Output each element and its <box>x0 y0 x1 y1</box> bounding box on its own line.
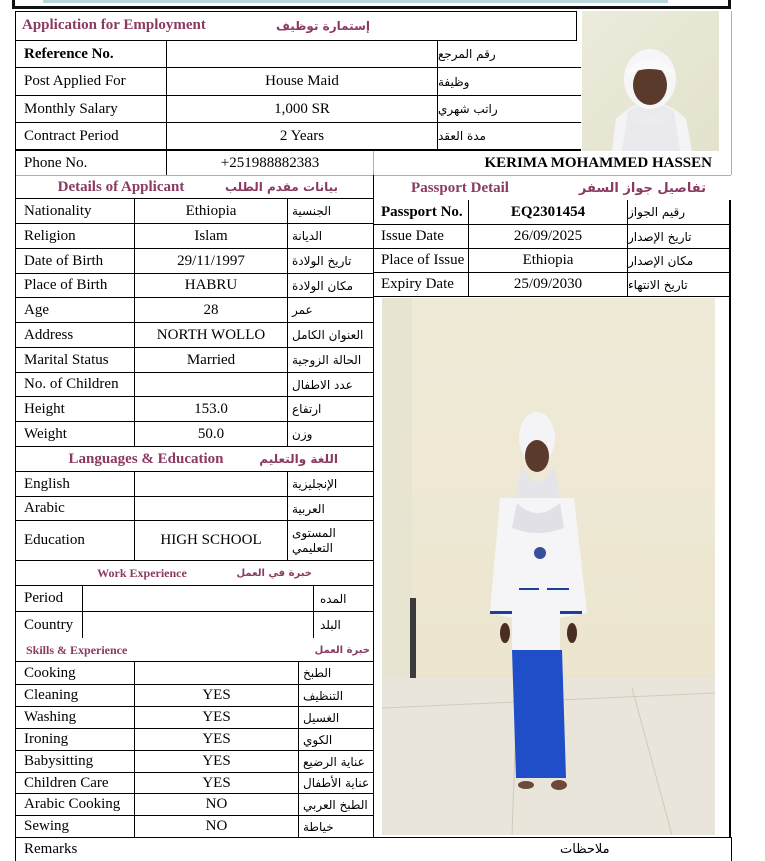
passport-no-label-ar: رقيم الجواز <box>628 205 686 219</box>
cleaning-label-ar: التنظيف <box>303 688 344 703</box>
ironing-label-ar: الكوي <box>303 732 333 747</box>
issue-date-label: Issue Date <box>381 228 444 244</box>
languages-heading: Languages & Education <box>68 450 224 467</box>
work-heading-ar: خبرة في العمل <box>236 567 312 579</box>
post-label-ar: وظيفة <box>438 74 470 89</box>
babysitting-label-ar: عناية الرضيع <box>303 754 365 769</box>
children-care-value: YES <box>202 774 231 791</box>
age-label-ar: عمر <box>292 303 313 317</box>
weight-label-ar: وزن <box>292 427 313 441</box>
washing-value: YES <box>202 709 231 725</box>
contract-label-ar: مدة العقد <box>438 129 486 143</box>
education-label-ar: المستوى التعليمي <box>292 525 336 555</box>
marital-value: Married <box>186 351 236 368</box>
babysitting-value: YES <box>202 753 231 769</box>
form-title: Application for Employment <box>22 17 206 33</box>
person-full-body-icon <box>382 298 715 835</box>
work-heading: Work Experience <box>97 565 187 580</box>
country-label-ar: البلد <box>320 618 341 632</box>
arabic-value <box>135 497 287 520</box>
children-label: No. of Children <box>24 376 119 392</box>
weight-value: 50.0 <box>197 425 225 442</box>
salary-value: 1,000 SR <box>274 100 330 117</box>
remarks-label: Remarks <box>24 840 78 857</box>
languages-heading-ar: اللغة والتعليم <box>259 452 338 466</box>
expiry-date-label-ar: تاريخ الانتهاء <box>628 277 688 292</box>
address-value: NORTH WOLLO <box>156 326 266 343</box>
sewing-label-ar: خياطة <box>303 819 334 834</box>
reference-label: Reference No. <box>24 45 114 62</box>
nationality-label: Nationality <box>24 202 92 219</box>
english-value <box>135 472 287 496</box>
contract-value: 2 Years <box>279 127 325 144</box>
salary-label: Monthly Salary <box>24 100 118 117</box>
passport-heading-ar: تفاصيل جواز السفر <box>578 180 706 196</box>
english-label-ar: الإنجليزية <box>292 477 338 491</box>
sewing-label: Sewing <box>24 818 69 834</box>
cooking-label-ar: الطبخ <box>303 666 332 680</box>
cleaning-label: Cleaning <box>24 687 79 703</box>
country-value <box>83 612 313 638</box>
issue-date-value: 26/09/2025 <box>513 228 583 244</box>
form-title-ar: إستمارة توظيف <box>275 18 370 33</box>
period-label-ar: المده <box>320 591 347 606</box>
nationality-value: Ethiopia <box>185 202 237 219</box>
arabic-label: Arabic <box>24 500 65 516</box>
marital-label-ar: الحالة الزوجية <box>292 353 362 367</box>
post-value: House Maid <box>265 73 339 89</box>
passport-no-value: EQ2301454 <box>510 203 586 220</box>
sewing-value: NO <box>205 818 228 834</box>
nationality-label-ar: الجنسية <box>292 204 332 218</box>
children-label-ar: عدد الاطفال <box>292 377 353 392</box>
post-label: Post Applied For <box>24 73 126 89</box>
full-body-photo <box>382 298 715 835</box>
pob-label-ar: مكان الولادة <box>292 278 354 293</box>
arabic-label-ar: العربية <box>292 501 325 516</box>
period-label: Period <box>24 590 64 606</box>
top-frame <box>12 0 731 9</box>
passport-no-label: Passport No. <box>381 203 463 220</box>
religion-value: Islam <box>194 227 228 244</box>
address-label: Address <box>24 326 74 343</box>
reference-label-ar: رقم المرجع <box>438 47 496 61</box>
applicant-name: KERIMA MOHAMMED HASSEN <box>484 154 712 171</box>
religion-label: Religion <box>24 227 76 244</box>
skills-heading: Skills & Experience <box>26 642 128 657</box>
portrait-photo <box>582 11 719 151</box>
washing-label: Washing <box>24 709 77 725</box>
place-of-issue-value: Ethiopia <box>522 252 574 268</box>
pob-value: HABRU <box>184 277 238 293</box>
dob-label: Date of Birth <box>24 252 104 269</box>
expiry-date-label: Expiry Date <box>381 276 454 292</box>
ironing-value: YES <box>202 731 231 747</box>
children-care-label: Children Care <box>24 774 109 791</box>
marital-label: Marital Status <box>24 351 109 368</box>
details-heading-ar: بيانات مقدم الطلب <box>224 180 338 194</box>
contract-label: Contract Period <box>24 127 119 144</box>
phone-value: +251988882383 <box>220 154 320 171</box>
issue-date-label-ar: تاريخ الإصدار <box>628 229 692 244</box>
country-label: Country <box>24 616 74 633</box>
dob-value: 29/11/1997 <box>177 252 245 269</box>
details-heading: Details of Applicant <box>57 178 185 195</box>
place-of-issue-label: Place of Issue <box>381 252 465 268</box>
age-label: Age <box>24 301 49 318</box>
skills-heading-ar: خبرة العمل <box>314 644 370 656</box>
children-care-label-ar: عناية الأطفال <box>303 776 370 790</box>
education-label: Education <box>24 532 85 548</box>
english-label: English <box>24 475 70 492</box>
address-label-ar: العنوان الكامل <box>292 328 364 342</box>
height-value: 153.0 <box>194 400 228 417</box>
education-value: HIGH SCHOOL <box>160 532 262 548</box>
weight-label: Weight <box>24 425 67 442</box>
children-value <box>135 373 287 396</box>
place-of-issue-label-ar: مكان الإصدار <box>628 253 694 268</box>
pob-label: Place of Birth <box>24 277 108 293</box>
passport-heading: Passport Detail <box>411 179 509 196</box>
height-label-ar: ارتفاع <box>292 402 322 416</box>
cleaning-value: YES <box>202 687 231 703</box>
cooking-label: Cooking <box>24 664 76 681</box>
arabic-cooking-label-ar: الطبخ العربي <box>303 797 368 812</box>
arabic-cooking-value: NO <box>205 796 228 812</box>
phone-label: Phone No. <box>24 154 88 171</box>
salary-label-ar: راتب شهري <box>438 102 498 116</box>
cooking-value <box>135 662 298 684</box>
expiry-date-value: 25/09/2030 <box>513 276 583 292</box>
religion-label-ar: الديانة <box>292 229 323 243</box>
babysitting-label: Babysitting <box>24 753 94 769</box>
remarks-label-ar: ملاحظات <box>560 841 610 857</box>
washing-label-ar: الغسيل <box>303 710 340 725</box>
arabic-cooking-label: Arabic Cooking <box>24 796 121 812</box>
dob-label-ar: تاريخ الولادة <box>292 254 352 268</box>
period-value <box>83 586 313 611</box>
ironing-label: Ironing <box>24 731 69 747</box>
height-label: Height <box>24 400 65 417</box>
reference-value <box>167 41 437 67</box>
person-portrait-icon <box>582 11 719 151</box>
age-value: 28 <box>203 301 219 318</box>
